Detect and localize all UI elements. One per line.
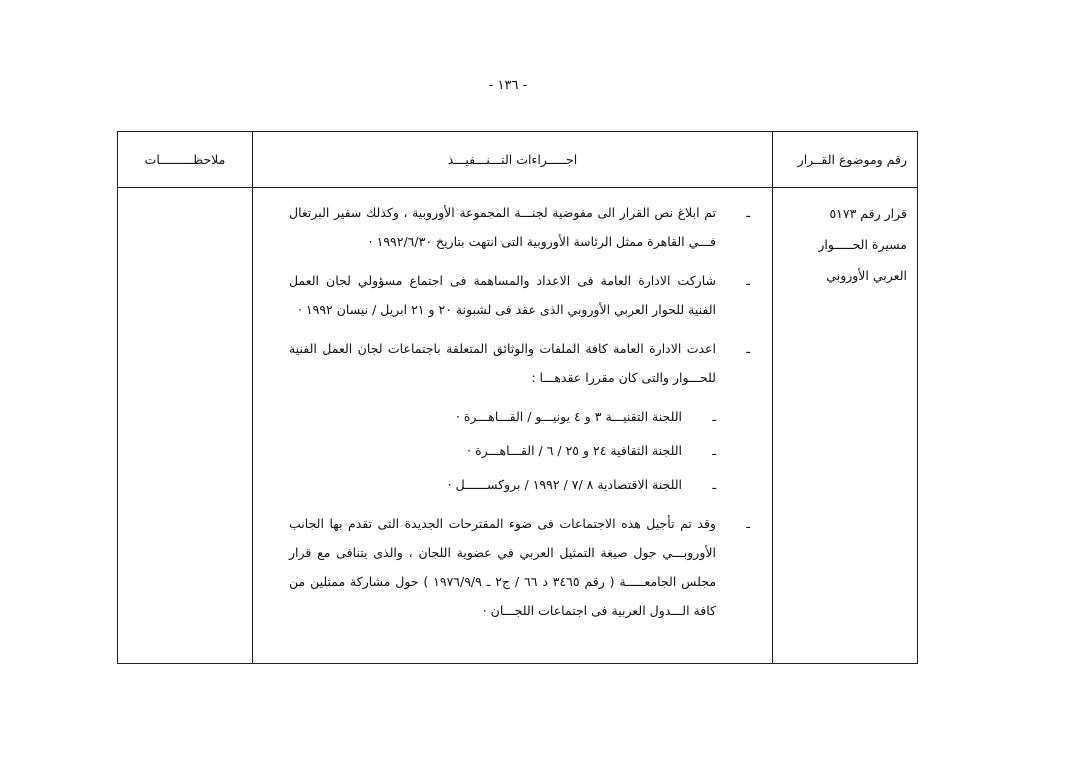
decision-cell bbox=[773, 188, 918, 664]
action-text: وقد تم تأجيل هذه الاجتماعات فى ضوء المقترحات الجديدة التى تقدم بها الجانب الأوروبـــي حول صيغة التمثيل العربي في عضوية اللجان ، والذى يتنافى مع قرار مجلس الجامعـــــة ( رقم ٣٤٦٥ د ٦٦ / ج٢ ـ ١٩٧٦/٩/٩ ) حول مشاركة ممثلين من كافة الـــدول العربية فى اجتماعات اللجـــان · bbox=[289, 516, 717, 618]
dash-bullet: ـ bbox=[746, 205, 750, 220]
dash-bullet: ـ bbox=[746, 273, 750, 288]
dash-bullet: ـ bbox=[712, 477, 716, 492]
dash-bullet: ـ bbox=[712, 443, 716, 458]
decisions-table bbox=[117, 131, 918, 664]
committee-text: اللجنة الاقتصادية ٨ /٧ / ١٩٩٢ / بروكســــــل · bbox=[447, 477, 682, 492]
action-item bbox=[289, 334, 750, 392]
committee-item bbox=[289, 470, 716, 499]
action-item bbox=[289, 266, 750, 324]
notes-cell bbox=[118, 188, 253, 664]
committee-list bbox=[289, 402, 750, 499]
dash-bullet: ـ bbox=[746, 516, 750, 531]
action-item bbox=[289, 198, 750, 256]
action-text: تم ابلاغ نص القرار الى مفوضية لجنـــة المجموعة الأوروبية ، وكذلك سفير البرتغال فـــي القاهرة ممثل الرئاسة الأوروبية التى انتهت بتاريخ ١٩٩٢/٦/٣٠ · bbox=[289, 205, 716, 249]
header-notes: ملاحظـــــــــات bbox=[118, 132, 253, 188]
committee-text: اللجنة الثقافية ٢٤ و ٢٥ / ٦ / القـــاهـــرة · bbox=[467, 443, 682, 458]
table-row bbox=[118, 188, 918, 664]
page-number: - ١٣٦ - bbox=[488, 78, 528, 93]
committee-text: اللجنة التقنيـــة ٣ و ٤ يونيـــو / القـــاهـــرة · bbox=[455, 409, 682, 424]
decision-line: قرار رقم ٥١٧٣ bbox=[829, 206, 907, 221]
dash-bullet: ـ bbox=[712, 409, 716, 424]
table-header-row bbox=[118, 132, 918, 188]
action-item bbox=[289, 509, 750, 625]
action-text: اعدت الادارة العامة كافة الملفات والوثائق المتعلقة باجتماعات لجان العمل الفنية للحـــوار والتى كان مقررا عقدهـــا : bbox=[289, 341, 716, 385]
header-decision: رقم وموضوع القــرار bbox=[773, 132, 918, 188]
decision-line: مسيرة الحـــــوار bbox=[818, 237, 907, 252]
committee-item bbox=[289, 402, 716, 431]
actions-cell bbox=[253, 188, 773, 664]
dash-bullet: ـ bbox=[746, 341, 750, 356]
committee-item bbox=[289, 436, 716, 465]
decision-line: العربي الأوروبي bbox=[826, 268, 907, 283]
header-actions: اجـــــراءات التـــنـــفيـــذ bbox=[253, 132, 773, 188]
action-text: شاركت الادارة العامة فى الاعداد والمساهمة فى اجتماع مسؤولي لجان العمل الفنية للحوار العربي الأوروبي الذى عقد فى لشبونة ٢٠ و ٢١ ابريل / نيسان ١٩٩٢ · bbox=[289, 273, 716, 317]
